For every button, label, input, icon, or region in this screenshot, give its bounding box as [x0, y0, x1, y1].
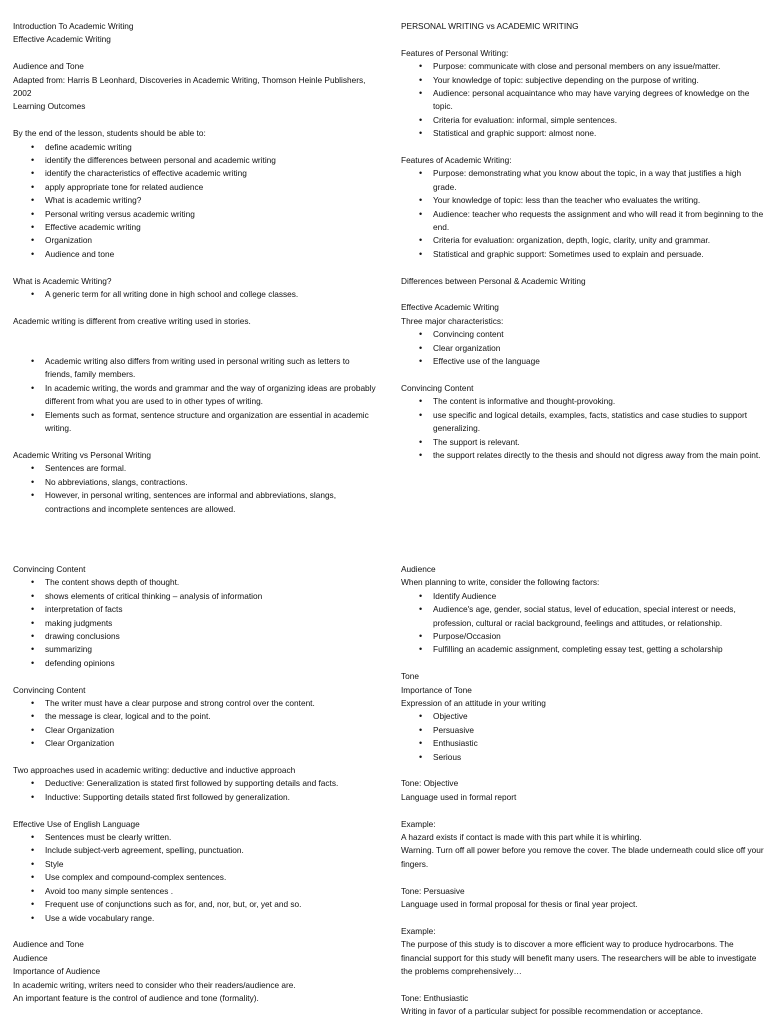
bullet-list — [13, 141, 378, 262]
text-line: Expression of an attitude in your writing — [401, 698, 546, 709]
bullet-item: • Sentences must be clearly written. — [13, 831, 378, 844]
bullet-item: • Clear Organization — [13, 724, 378, 737]
text-line: Audience — [13, 952, 48, 963]
text-line: Tone: Enthusiastic — [401, 992, 469, 1003]
text-block — [401, 275, 766, 288]
text-line: When planning to write, consider the following factors: — [401, 577, 600, 588]
bullet-item: • What is academic writing? — [13, 194, 378, 207]
text-line: Convincing Content — [401, 382, 474, 393]
text-block — [13, 275, 378, 302]
text-block — [401, 818, 766, 872]
text-block — [401, 563, 766, 657]
bullet-item: • Frequent use of conjunctions such as for, and, nor, but, or, yet and so. — [13, 898, 378, 911]
top-right-column — [401, 20, 766, 462]
bullet-item: • Effective use of the language — [401, 355, 766, 368]
bullet-item: • identify the characteristics of effective academic writing — [13, 167, 378, 180]
bottom-right-column — [401, 563, 766, 1019]
text-block — [13, 684, 378, 751]
text-line: Writing in favor of a particular subject for possible recommendation or acceptance. — [401, 1006, 703, 1017]
bullet-list — [13, 462, 378, 516]
spacer — [13, 328, 378, 341]
bullet-item: • Audience: personal acquaintance who may have varying degrees of knowledge on the topic. — [401, 87, 766, 114]
bullet-list — [13, 288, 378, 301]
text-block — [13, 563, 378, 670]
text-line: Introduction To Academic Writing — [13, 21, 134, 31]
bullet-item: • Your knowledge of topic: less than the teacher who evaluates the writing. — [401, 194, 766, 207]
text-line: Two approaches used in academic writing: deductive and inductive approach — [13, 765, 296, 776]
spacer — [13, 670, 378, 683]
bullet-item: • Enthusiastic — [401, 737, 766, 750]
bullet-item: • Criteria for evaluation: organization, depth, logic, clarity, unity and grammar. — [401, 234, 766, 247]
bullet-item: • Audience's age, gender, social status, level of education, special interest or needs, profession, cultural or racial background, feelings and attitudes, or relationship. — [401, 603, 766, 630]
text-line: Effective Academic Writing — [13, 34, 111, 45]
bullet-item: • Include subject-verb agreement, spelling, punctuation. — [13, 844, 378, 857]
bullet-list — [13, 576, 378, 670]
text-block — [13, 938, 378, 1005]
text-block — [401, 925, 766, 979]
bullet-item: • The support is relevant. — [401, 436, 766, 449]
text-block — [401, 301, 766, 368]
text-block — [13, 355, 378, 435]
bullet-item: • Deductive: Generalization is stated first followed by supporting details and facts. — [13, 777, 378, 790]
bullet-item: • use specific and logical details, examples, facts, statistics and case studies to support generalizing. — [401, 409, 766, 436]
bullet-item: • Audience: teacher who requests the assignment and who will read it from beginning to the end. — [401, 208, 766, 235]
bullet-item: • A generic term for all writing done in high school and college classes. — [13, 288, 378, 301]
bullet-item: • Statistical and graphic support: almost none. — [401, 127, 766, 140]
text-line: What is Academic Writing? — [13, 275, 112, 286]
bullet-item: • No abbreviations, slangs, contractions. — [13, 476, 378, 489]
text-block — [13, 449, 378, 516]
text-block — [13, 315, 378, 328]
bullet-item: • making judgments — [13, 617, 378, 630]
bullet-item: • Sentences are formal. — [13, 462, 378, 475]
text-line: In academic writing, writers need to consider who their readers/audience are. — [13, 979, 296, 990]
text-block — [13, 60, 378, 114]
text-block — [401, 154, 766, 261]
bullet-item: • defending opinions — [13, 657, 378, 670]
spacer — [401, 141, 766, 154]
bullet-item: • apply appropriate tone for related audience — [13, 181, 378, 194]
text-line: Importance of Tone — [401, 684, 472, 695]
bullet-item: • Serious — [401, 751, 766, 764]
bullet-list — [401, 328, 766, 368]
text-block — [13, 764, 378, 804]
bullet-item: • Persuasive — [401, 724, 766, 737]
bullet-item: • drawing conclusions — [13, 630, 378, 643]
text-line: Audience and Tone — [13, 939, 84, 950]
spacer — [401, 804, 766, 817]
text-line: By the end of the lesson, students should be able to: — [13, 128, 206, 139]
bullet-item: • Elements such as format, sentence structure and organization are essential in academic writing. — [13, 409, 378, 436]
bullet-item: • Objective — [401, 710, 766, 723]
spacer — [13, 804, 378, 817]
text-block — [13, 818, 378, 925]
bullet-item: • Your knowledge of topic: subjective depending on the purpose of writing. — [401, 74, 766, 87]
top-left-column — [13, 20, 378, 516]
text-line: Tone: Objective — [401, 778, 459, 789]
bullet-list — [401, 167, 766, 261]
spacer — [13, 925, 378, 938]
bullet-item: • However, in personal writing, sentences are informal and abbreviations, slangs, contractions and incomplete sentences are allowed. — [13, 489, 378, 516]
text-line: PERSONAL WRITING vs ACADEMIC WRITING — [401, 21, 579, 31]
bullet-item: • Statistical and graphic support: Sometimes used to explain and persuade. — [401, 248, 766, 261]
text-line: Importance of Audience — [13, 966, 101, 977]
text-block — [13, 20, 378, 47]
bullet-item: • Purpose: communicate with close and personal members on any issue/matter. — [401, 60, 766, 73]
bullet-item: • Convincing content — [401, 328, 766, 341]
text-line: Language used in formal report — [401, 791, 517, 802]
bullet-item: • Use complex and compound-complex sentences. — [13, 871, 378, 884]
bullet-item: • define academic writing — [13, 141, 378, 154]
bullet-item: • Criteria for evaluation: informal, simple sentences. — [401, 114, 766, 127]
text-line: Tone — [401, 671, 419, 682]
bullet-item: • The writer must have a clear purpose and strong control over the content. — [13, 697, 378, 710]
text-block — [401, 670, 766, 764]
bullet-item: • Clear organization — [401, 342, 766, 355]
text-line: Academic writing is different from creative writing used in stories. — [13, 315, 251, 326]
spacer — [401, 764, 766, 777]
bullet-item: • Style — [13, 858, 378, 871]
text-line: Example: — [401, 925, 436, 936]
spacer — [401, 261, 766, 274]
text-line: A hazard exists if contact is made with this part while it is whirling. — [401, 832, 642, 843]
bullet-item: • Avoid too many simple sentences . — [13, 885, 378, 898]
text-line: Academic Writing vs Personal Writing — [13, 449, 152, 460]
bullet-item: • Clear Organization — [13, 737, 378, 750]
text-line: Warning. Turn off all power before you remove the cover. The blade underneath could slice off your fingers. — [401, 845, 764, 869]
text-line: Learning Outcomes — [13, 101, 86, 112]
bullet-list — [401, 395, 766, 462]
bullet-item: • Organization — [13, 234, 378, 247]
bullet-item: • Purpose: demonstrating what you know about the topic, in a way that justifies a high grade. — [401, 167, 766, 194]
bullet-item: • shows elements of critical thinking – analysis of information — [13, 590, 378, 603]
bullet-item: • Effective academic writing — [13, 221, 378, 234]
bottom-left-column — [13, 563, 378, 1005]
bullet-list — [401, 60, 766, 140]
text-line: Convincing Content — [13, 564, 86, 574]
text-line: Adapted from: Harris B Leonhard, Discoveries in Academic Writing, Thomson Heinle Publishers, 2002 — [13, 74, 366, 99]
text-line: Features of Academic Writing: — [401, 155, 512, 166]
text-line: The purpose of this study is to discover a more efficient way to produce hydrocarbons. The financial support for this study will benefit many users. The researchers will be able to investigate the problems comprehensively… — [401, 939, 757, 977]
text-line: Three major characteristics: — [401, 315, 504, 326]
spacer — [401, 871, 766, 884]
bullet-item: • summarizing — [13, 643, 378, 656]
text-block — [13, 127, 378, 261]
text-line: Effective Academic Writing — [401, 302, 499, 313]
bullet-item: • The content shows depth of thought. — [13, 576, 378, 589]
bullet-list — [13, 355, 378, 435]
spacer — [401, 657, 766, 670]
bullet-item: • Use a wide vocabulary range. — [13, 912, 378, 925]
text-line: Audience — [401, 564, 436, 574]
bullet-item: • the message is clear, logical and to the point. — [13, 710, 378, 723]
bullet-item: • interpretation of facts — [13, 603, 378, 616]
spacer — [401, 288, 766, 301]
spacer — [13, 261, 378, 274]
bullet-item: • Audience and tone — [13, 248, 378, 261]
text-line: Convincing Content — [13, 684, 86, 695]
text-line: Example: — [401, 818, 436, 829]
spacer — [13, 436, 378, 449]
text-line: Tone: Persuasive — [401, 885, 465, 896]
spacer — [13, 301, 378, 314]
bullet-list — [13, 697, 378, 751]
bullet-item: • The content is informative and thought-provoking. — [401, 395, 766, 408]
spacer — [401, 369, 766, 382]
text-block — [401, 992, 766, 1019]
bullet-list — [401, 710, 766, 764]
spacer — [13, 47, 378, 60]
bullet-list — [13, 831, 378, 925]
text-line: Audience and Tone — [13, 61, 84, 72]
bullet-item: • Inductive: Supporting details stated first followed by generalization. — [13, 791, 378, 804]
text-block — [401, 20, 766, 33]
bullet-item: • identify the differences between personal and academic writing — [13, 154, 378, 167]
bullet-list — [401, 590, 766, 657]
bullet-list — [13, 777, 378, 804]
text-block — [401, 885, 766, 912]
text-block — [401, 382, 766, 462]
text-line: Language used in formal proposal for thesis or final year project. — [401, 899, 638, 910]
text-block — [401, 777, 766, 804]
text-line: Features of Personal Writing: — [401, 47, 509, 58]
spacer — [13, 342, 378, 355]
bullet-item: • Academic writing also differs from writing used in personal writing such as letters to friends, family members. — [13, 355, 378, 382]
spacer — [401, 979, 766, 992]
bullet-item: • In academic writing, the words and grammar and the way of organizing ideas are probably different from what you are used to in other types of writing. — [13, 382, 378, 409]
bullet-item: • Identify Audience — [401, 590, 766, 603]
spacer — [401, 33, 766, 46]
bullet-item: • the support relates directly to the thesis and should not digress away from the main point. — [401, 449, 766, 462]
bullet-item: • Personal writing versus academic writing — [13, 208, 378, 221]
bullet-item: • Purpose/Occasion — [401, 630, 766, 643]
spacer — [13, 751, 378, 764]
spacer — [401, 912, 766, 925]
text-line: Effective Use of English Language — [13, 818, 140, 829]
text-block — [401, 47, 766, 141]
text-line: An important feature is the control of audience and tone (formality). — [13, 992, 259, 1003]
spacer — [13, 114, 378, 127]
text-line: Differences between Personal & Academic Writing — [401, 275, 586, 286]
bullet-item: • Fulfilling an academic assignment, completing essay test, getting a scholarship — [401, 643, 766, 656]
